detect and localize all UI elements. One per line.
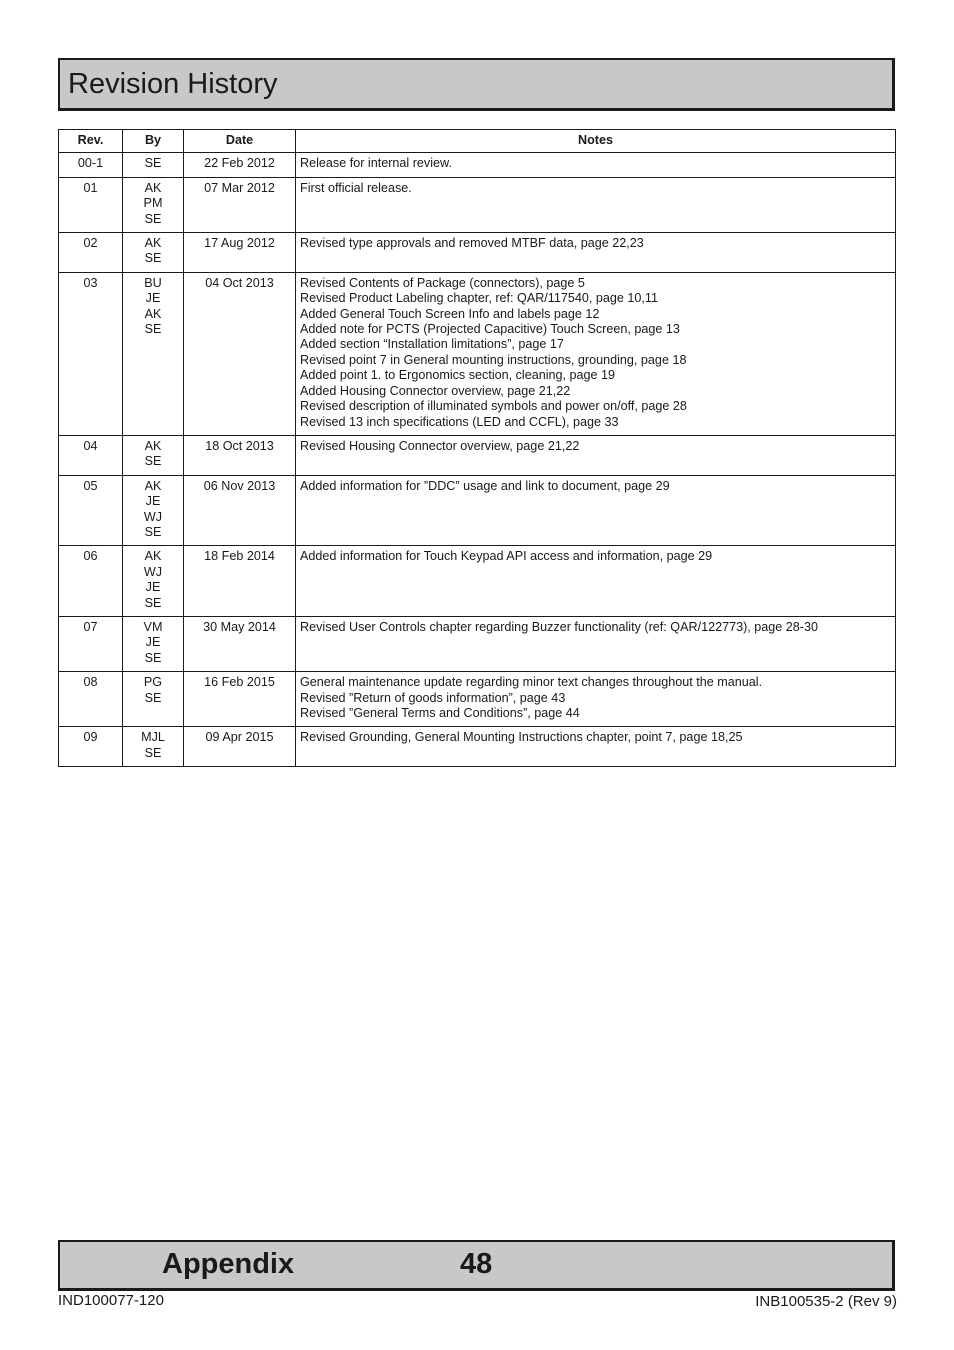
author-initials: AK: [144, 549, 162, 564]
note-line: Added information for ”DDC” usage and link to document, page 29: [300, 478, 670, 493]
cell-rev: 09: [59, 727, 123, 767]
cell-notes: [296, 475, 896, 546]
author-initials: PM: [143, 196, 163, 211]
note-line: Release for internal review.: [300, 156, 452, 171]
cell-rev: 08: [59, 672, 123, 727]
cell-date: 16 Feb 2015: [184, 672, 296, 727]
author-initials: AK: [144, 236, 162, 251]
note-line: Revised Contents of Package (connectors), page 5: [300, 275, 585, 290]
author-initials: SE: [144, 454, 162, 469]
note-line: Revised Grounding, General Mounting Instructions chapter, point 7, page 18,25: [300, 730, 743, 745]
cell-rev: 04: [59, 435, 123, 475]
cell-by: [123, 546, 184, 617]
cell-notes: [296, 616, 896, 671]
cell-notes: [296, 177, 896, 232]
table-header-row: [59, 130, 896, 153]
author-initials: JE: [145, 580, 161, 595]
cell-by: [123, 435, 184, 475]
note-line: Revised Housing Connector overview, page 21,22: [300, 438, 580, 453]
note-line: General maintenance update regarding minor text changes throughout the manual.: [300, 675, 763, 690]
author-initials: BU: [144, 275, 162, 290]
note-line: Added section “Installation limitations”, page 17: [300, 337, 564, 352]
table-row: [59, 546, 896, 617]
author-initials: AK: [144, 438, 162, 453]
author-initials: SE: [144, 524, 162, 539]
cell-notes: [296, 546, 896, 617]
cell-rev: 03: [59, 272, 123, 435]
cell-date: 07 Mar 2012: [184, 177, 296, 232]
author-initials: AK: [144, 180, 162, 195]
footer-section-title: Appendix: [162, 1248, 295, 1280]
cell-by: [123, 475, 184, 546]
document-id-right: INB100535-2 (Rev 9): [755, 1293, 897, 1310]
author-initials: MJL: [141, 730, 165, 745]
author-initials: JE: [145, 635, 161, 650]
cell-by: [123, 153, 184, 177]
author-initials: VM: [143, 619, 163, 634]
note-line: Revised 13 inch specifications (LED and CCFL), page 33: [300, 414, 619, 429]
author-initials: SE: [144, 156, 162, 171]
note-line: Revised Product Labeling chapter, ref: QAR/117540, page 10,11: [300, 291, 658, 306]
header-date: Date: [184, 130, 296, 153]
cell-notes: [296, 727, 896, 767]
cell-notes: [296, 233, 896, 273]
cell-rev: 05: [59, 475, 123, 546]
cell-date: 06 Nov 2013: [184, 475, 296, 546]
cell-date: 22 Feb 2012: [184, 153, 296, 177]
note-line: Revised User Controls chapter regarding Buzzer functionality (ref: QAR/122773), page 28-30: [300, 619, 819, 634]
page-number: 48: [460, 1248, 493, 1280]
author-initials: AK: [144, 478, 162, 493]
author-initials: SE: [144, 251, 162, 266]
table-body: [59, 153, 896, 767]
cell-date: 17 Aug 2012: [184, 233, 296, 273]
cell-by: [123, 272, 184, 435]
table-row: [59, 272, 896, 435]
note-line: Added information for Touch Keypad API access and information, page 29: [300, 549, 713, 564]
cell-date: 18 Feb 2014: [184, 546, 296, 617]
author-initials: PG: [143, 675, 163, 690]
footer-bar: [58, 1240, 895, 1291]
cell-date: 09 Apr 2015: [184, 727, 296, 767]
note-line: Revised ”Return of goods information”, page 43: [300, 690, 566, 705]
table-row: [59, 153, 896, 177]
note-line: First official release.: [300, 180, 412, 195]
header-rev: Rev.: [59, 130, 123, 153]
cell-date: 30 May 2014: [184, 616, 296, 671]
author-initials: SE: [144, 650, 162, 665]
cell-notes: [296, 153, 896, 177]
note-line: Added note for PCTS (Projected Capacitive) Touch Screen, page 13: [300, 322, 680, 337]
author-initials: SE: [144, 322, 162, 337]
cell-notes: [296, 272, 896, 435]
note-line: Revised ”General Terms and Conditions”, page 44: [300, 706, 580, 720]
cell-by: [123, 233, 184, 273]
table-row: [59, 177, 896, 232]
author-initials: AK: [144, 306, 162, 321]
note-line: Added General Touch Screen Info and labels page 12: [300, 306, 600, 321]
cell-rev: 01: [59, 177, 123, 232]
note-line: Revised type approvals and removed MTBF data, page 22,23: [300, 236, 644, 251]
table-row: [59, 672, 896, 727]
cell-by: [123, 672, 184, 727]
author-initials: SE: [144, 745, 162, 760]
revision-table: [58, 129, 896, 767]
author-initials: SE: [144, 690, 162, 705]
cell-rev: 00-1: [59, 153, 123, 177]
table-row: [59, 727, 896, 767]
table-row: [59, 616, 896, 671]
note-line: Revised description of illuminated symbols and power on/off, page 28: [300, 399, 687, 414]
cell-date: 04 Oct 2013: [184, 272, 296, 435]
page-title: Revision History: [68, 68, 278, 100]
cell-by: [123, 616, 184, 671]
cell-rev: 07: [59, 616, 123, 671]
author-initials: WJ: [143, 564, 163, 579]
author-initials: JE: [145, 494, 161, 509]
cell-date: 18 Oct 2013: [184, 435, 296, 475]
cell-rev: 02: [59, 233, 123, 273]
cell-notes: [296, 672, 896, 727]
cell-notes: [296, 435, 896, 475]
note-line: Added Housing Connector overview, page 21,22: [300, 383, 571, 398]
author-initials: SE: [144, 595, 162, 610]
note-line: Revised point 7 in General mounting instructions, grounding, page 18: [300, 352, 687, 367]
header-by: By: [123, 130, 184, 153]
table-row: [59, 233, 896, 273]
document-id-left: IND100077-120: [58, 1292, 164, 1309]
author-initials: SE: [144, 211, 162, 226]
header-notes: Notes: [296, 130, 896, 153]
table-row: [59, 475, 896, 546]
cell-by: [123, 177, 184, 232]
author-initials: JE: [145, 291, 161, 306]
author-initials: WJ: [143, 509, 163, 524]
page-header: [58, 58, 895, 111]
table-row: [59, 435, 896, 475]
cell-rev: 06: [59, 546, 123, 617]
note-line: Added point 1. to Ergonomics section, cleaning, page 19: [300, 368, 616, 383]
cell-by: [123, 727, 184, 767]
